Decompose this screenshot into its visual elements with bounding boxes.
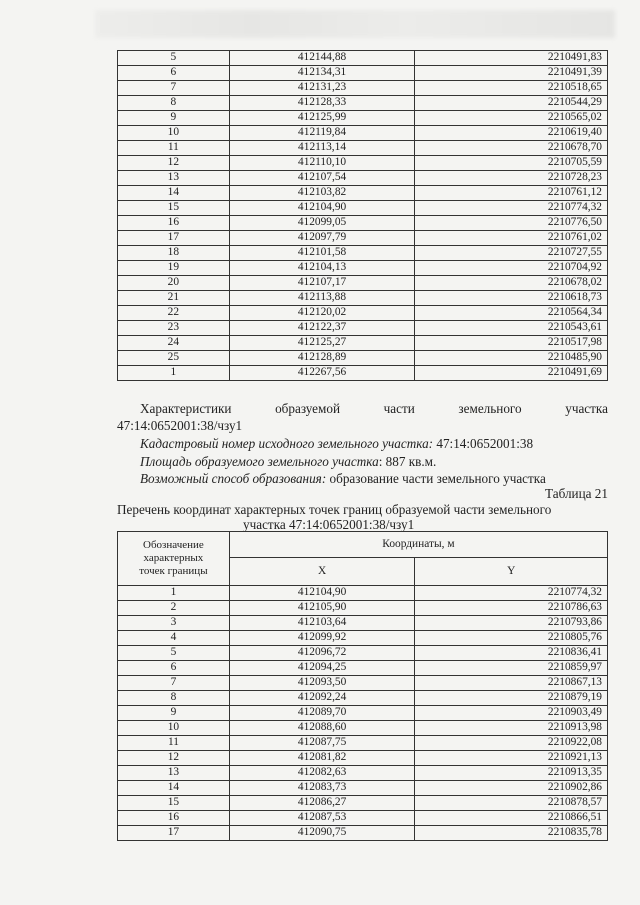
x-coordinate-cell: 412081,82 [229, 751, 415, 766]
point-number-cell: 1 [118, 586, 230, 601]
point-number-cell: 12 [118, 156, 230, 171]
area-label: Площадь образуемого земельного участка [140, 454, 379, 469]
point-number-cell: 1 [118, 366, 230, 381]
point-number-cell: 5 [118, 646, 230, 661]
x-coordinate-cell: 412104,13 [229, 261, 415, 276]
point-number-cell: 10 [118, 126, 230, 141]
table-caption-line2: участка 47:14:0652001:38/чзу1 [243, 517, 415, 532]
point-number-cell: 21 [118, 291, 230, 306]
y-coordinate-cell: 2210564,34 [415, 306, 608, 321]
table-row [118, 126, 608, 141]
y-coordinate-cell: 2210836,41 [415, 646, 608, 661]
table-row [118, 691, 608, 706]
table-row [118, 321, 608, 336]
cadastral-value: 47:14:0652001:38 [433, 436, 534, 451]
point-number-cell: 6 [118, 66, 230, 81]
x-coordinate-cell: 412134,31 [229, 66, 415, 81]
y-coordinate-cell: 2210485,90 [415, 351, 608, 366]
x-coordinate-cell: 412105,90 [229, 601, 415, 616]
point-number-cell: 15 [118, 201, 230, 216]
heading-word: земельного [458, 401, 522, 416]
x-coordinate-cell: 412128,33 [229, 96, 415, 111]
point-number-cell: 13 [118, 766, 230, 781]
table-row [118, 111, 608, 126]
y-coordinate-cell: 2210704,92 [415, 261, 608, 276]
y-coordinate-cell: 2210878,57 [415, 796, 608, 811]
point-number-cell: 16 [118, 811, 230, 826]
cadastral-label: Кадастровый номер исходного земельного участка: [140, 436, 434, 451]
x-coordinate-cell: 412128,89 [229, 351, 415, 366]
point-number-cell: 22 [118, 306, 230, 321]
point-number-cell: 24 [118, 336, 230, 351]
table-row [118, 246, 608, 261]
point-number-cell: 16 [118, 216, 230, 231]
y-coordinate-cell: 2210922,08 [415, 736, 608, 751]
table-row [118, 96, 608, 111]
point-number-cell: 14 [118, 186, 230, 201]
x-coordinate-cell: 412094,25 [229, 661, 415, 676]
point-number-cell: 4 [118, 631, 230, 646]
table-row [118, 601, 608, 616]
y-coordinate-cell: 2210859,97 [415, 661, 608, 676]
y-coordinate-cell: 2210879,19 [415, 691, 608, 706]
method-line [140, 471, 546, 487]
point-number-cell: 18 [118, 246, 230, 261]
point-number-cell: 13 [118, 171, 230, 186]
table-row [118, 811, 608, 826]
table-row [118, 631, 608, 646]
x-coordinate-cell: 412107,17 [229, 276, 415, 291]
x-coordinate-cell: 412088,60 [229, 721, 415, 736]
table-row [118, 306, 608, 321]
x-coordinate-cell: 412107,54 [229, 171, 415, 186]
x-coordinate-cell: 412144,88 [229, 51, 415, 66]
table-row [118, 586, 608, 601]
y-coordinate-cell: 2210866,51 [415, 811, 608, 826]
heading-word: части [383, 401, 415, 416]
x-coordinate-cell: 412120,02 [229, 306, 415, 321]
table-number: Таблица 21 [545, 486, 608, 501]
table-row [118, 141, 608, 156]
table-row [118, 706, 608, 721]
point-number-cell: 15 [118, 796, 230, 811]
x-coordinate-cell: 412099,05 [229, 216, 415, 231]
y-coordinate-cell: 2210761,12 [415, 186, 608, 201]
table-caption-line1: Перечень координат характерных точек границ образуемой части земельного [117, 502, 552, 517]
x-coordinate-cell: 412119,84 [229, 126, 415, 141]
characteristics-heading-line2: 47:14:0652001:38/чзу1 [117, 418, 243, 433]
table-row [118, 201, 608, 216]
y-coordinate-cell: 2210491,39 [415, 66, 608, 81]
point-number-cell: 3 [118, 616, 230, 631]
table-row [118, 66, 608, 81]
point-number-cell: 14 [118, 781, 230, 796]
x-coordinate-cell: 412110,10 [229, 156, 415, 171]
point-number-cell: 2 [118, 601, 230, 616]
y-coordinate-cell: 2210491,83 [415, 51, 608, 66]
coordinates-table-body [118, 586, 608, 841]
y-coordinate-cell: 2210774,32 [415, 586, 608, 601]
table-row [118, 751, 608, 766]
heading-word: образуемой [275, 401, 341, 416]
x-coordinate-cell: 412083,73 [229, 781, 415, 796]
header-y: Y [415, 558, 608, 586]
y-coordinate-cell: 2210786,63 [415, 601, 608, 616]
table-row [118, 351, 608, 366]
table-row [118, 81, 608, 96]
x-coordinate-cell: 412122,37 [229, 321, 415, 336]
x-coordinate-cell: 412097,79 [229, 231, 415, 246]
coordinates-table-body [118, 51, 608, 381]
y-coordinate-cell: 2210805,76 [415, 631, 608, 646]
point-number-cell: 8 [118, 96, 230, 111]
x-coordinate-cell: 412101,58 [229, 246, 415, 261]
table-row [118, 826, 608, 841]
point-number-cell: 19 [118, 261, 230, 276]
y-coordinate-cell: 2210902,86 [415, 781, 608, 796]
point-number-cell: 12 [118, 751, 230, 766]
point-number-cell: 25 [118, 351, 230, 366]
y-coordinate-cell: 2210727,55 [415, 246, 608, 261]
table-row [118, 336, 608, 351]
table-row [118, 171, 608, 186]
table-row [118, 186, 608, 201]
point-number-cell: 9 [118, 706, 230, 721]
x-coordinate-cell: 412103,82 [229, 186, 415, 201]
point-number-cell: 9 [118, 111, 230, 126]
table-row [118, 676, 608, 691]
table-row [118, 661, 608, 676]
method-label: Возможный способ образования: [140, 471, 327, 486]
x-coordinate-cell: 412082,63 [229, 766, 415, 781]
table-row [118, 781, 608, 796]
heading-word: Характеристики [140, 401, 232, 416]
x-coordinate-cell: 412093,50 [229, 676, 415, 691]
area-value: : 887 кв.м. [378, 454, 437, 469]
point-number-cell: 7 [118, 676, 230, 691]
point-number-cell: 6 [118, 661, 230, 676]
point-number-cell: 17 [118, 231, 230, 246]
header-x: X [229, 558, 415, 586]
y-coordinate-cell: 2210776,50 [415, 216, 608, 231]
table-row [118, 766, 608, 781]
y-coordinate-cell: 2210543,61 [415, 321, 608, 336]
table-row [118, 261, 608, 276]
table-row [118, 721, 608, 736]
y-coordinate-cell: 2210491,69 [415, 366, 608, 381]
x-coordinate-cell: 412267,56 [229, 366, 415, 381]
y-coordinate-cell: 2210678,02 [415, 276, 608, 291]
x-coordinate-cell: 412089,70 [229, 706, 415, 721]
y-coordinate-cell: 2210774,32 [415, 201, 608, 216]
x-coordinate-cell: 412104,90 [229, 586, 415, 601]
point-number-cell: 7 [118, 81, 230, 96]
y-coordinate-cell: 2210544,29 [415, 96, 608, 111]
point-number-cell: 23 [118, 321, 230, 336]
table-row [118, 231, 608, 246]
table-row [118, 291, 608, 306]
y-coordinate-cell: 2210517,98 [415, 336, 608, 351]
x-coordinate-cell: 412131,23 [229, 81, 415, 96]
y-coordinate-cell: 2210867,13 [415, 676, 608, 691]
point-number-cell: 8 [118, 691, 230, 706]
x-coordinate-cell: 412125,27 [229, 336, 415, 351]
x-coordinate-cell: 412086,27 [229, 796, 415, 811]
table-row [118, 736, 608, 751]
x-coordinate-cell: 412099,92 [229, 631, 415, 646]
coordinates-table-21 [117, 531, 608, 841]
y-coordinate-cell: 2210618,73 [415, 291, 608, 306]
y-coordinate-cell: 2210728,23 [415, 171, 608, 186]
header-point-label: Обозначение характерных точек границы [118, 532, 230, 586]
x-coordinate-cell: 412090,75 [229, 826, 415, 841]
x-coordinate-cell: 412092,24 [229, 691, 415, 706]
table-row [118, 276, 608, 291]
table-row [118, 366, 608, 381]
x-coordinate-cell: 412096,72 [229, 646, 415, 661]
y-coordinate-cell: 2210705,59 [415, 156, 608, 171]
method-value: образование части земельного участка [326, 471, 546, 486]
x-coordinate-cell: 412104,90 [229, 201, 415, 216]
area-line [140, 454, 436, 470]
point-number-cell: 17 [118, 826, 230, 841]
coordinates-table-continued [117, 50, 608, 381]
table-row [118, 216, 608, 231]
point-number-cell: 20 [118, 276, 230, 291]
table-row [118, 156, 608, 171]
point-number-cell: 5 [118, 51, 230, 66]
y-coordinate-cell: 2210619,40 [415, 126, 608, 141]
y-coordinate-cell: 2210913,35 [415, 766, 608, 781]
y-coordinate-cell: 2210793,86 [415, 616, 608, 631]
y-coordinate-cell: 2210913,98 [415, 721, 608, 736]
cadastral-number-line [140, 436, 533, 452]
characteristics-heading [140, 401, 608, 417]
table-row [118, 796, 608, 811]
y-coordinate-cell: 2210921,13 [415, 751, 608, 766]
y-coordinate-cell: 2210903,49 [415, 706, 608, 721]
heading-word: участка [565, 401, 608, 416]
y-coordinate-cell: 2210761,02 [415, 231, 608, 246]
y-coordinate-cell: 2210518,65 [415, 81, 608, 96]
y-coordinate-cell: 2210565,02 [415, 111, 608, 126]
y-coordinate-cell: 2210835,78 [415, 826, 608, 841]
point-number-cell: 11 [118, 736, 230, 751]
x-coordinate-cell: 412113,14 [229, 141, 415, 156]
point-number-cell: 11 [118, 141, 230, 156]
x-coordinate-cell: 412125,99 [229, 111, 415, 126]
table-row [118, 51, 608, 66]
point-number-cell: 10 [118, 721, 230, 736]
x-coordinate-cell: 412087,53 [229, 811, 415, 826]
x-coordinate-cell: 412113,88 [229, 291, 415, 306]
scan-artifact [95, 10, 615, 38]
header-coordinates: Координаты, м [229, 532, 607, 558]
table-row [118, 646, 608, 661]
x-coordinate-cell: 412087,75 [229, 736, 415, 751]
x-coordinate-cell: 412103,64 [229, 616, 415, 631]
table-row [118, 616, 608, 631]
y-coordinate-cell: 2210678,70 [415, 141, 608, 156]
